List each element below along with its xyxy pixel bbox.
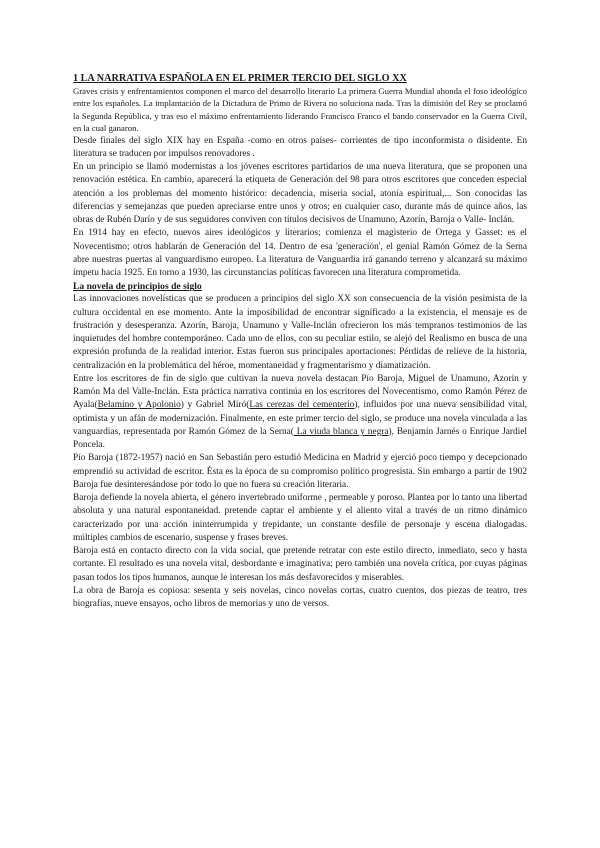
- work-title-belamino: Belamino y Apolonio: [97, 400, 181, 411]
- paragraph-3: En 1914 hay en efecto, nuevos aires ideológicos y literarios; comienza el magisterio de Ortega y Gasset: es el Novecentismo; otros hablarán de Generación del 14. Dentro de esa 'generación', el genial Ramón Gómez de la Serna abre nuestras puertas al vanguardismo europeo. La literatura de Vanguardia irá ganando terreno y alcanzará su máximo ímpetu hacia 1925. En torno a 1930, las circunstancias políticas favorecen una literatura comprometida.: [73, 228, 527, 279]
- paragraph-8: Baroja está en contacto directo con la vida social, que pretende retratar con este estilo directo, inmediato, seco y hasta cortante. El resultado es una novela vital, desbordante e imaginativa; pero también una novela crítica, por cuyas páginas pasan todos los tipos humanos, aunque le interesan los más desfavorecidos y miserables.: [73, 546, 527, 583]
- paragraph-2: En un principio se llamó modernistas a los jóvenes escritores partidarios de una nueva literatura, que se proponen una renovación estética. En cambio, aparecerá la etiqueta de Generación del 98 para otros escritores que conceden especial atención a los problemas del momento histórico: decadencia, miseria social, atonía espiritual,... Son conocidas las diferencias y semejanzas que pueden apreciarse entre unos y otros; en cualquier caso, durante más de quince años, las obras de Rubén Darío y de sus seguidores conviven con títulos decisivos de Unamuno, Azorín, Baroja o Valle- Inclán.: [73, 162, 527, 226]
- intro-paragraph: Graves crisis y enfrentamientos componen el marco del desarrollo literario La primera Guerra Mundial ahonda el foso ideológico entre los españoles. La implantación de la Dictadura de Primo de Rivera no soluciona nada. Tras la dimisión del Rey se proclamó la Segunda República, y tras eso el máximo enfrentamiento liderando Francisco Franco el bando conservador en la Guerra Civil, en la cual ganaron.: [73, 86, 527, 134]
- paragraph-6: Pío Baroja (1872-1957) nació en San Sebastián pero estudió Medicina en Madrid y ejerció poco tiempo y decepcionado emprendió su actividad de escritor. Ésta es la época de su compromiso político progresista. Sin embargo a partir de 1902 Baroja fue desinteresándose por todo lo que no fuera su creación literaria.: [73, 453, 527, 490]
- paragraph-5-text-c: ), influidos por una nueva sensibilidad vital, optimista y un afán de modernización. Finalmente, en este primer tercio del siglo, se produce una novela vinculada a las vanguardias, representada por Ramón Gómez de la Serna(: [73, 400, 528, 437]
- section-subtitle: La novela de principios de siglo: [73, 281, 202, 293]
- paragraph-5-text-a: Entre los escritores de fin de siglo que cultivan la nueva novela destacan Pío Baroja, Miguel de Unamuno, Azorín y Ramón Ma del Valle-Inclán. Esta práctica narrativa continúa en los escritores del Novecentismo, como Ramón Pérez de Ayala(: [73, 373, 527, 411]
- paragraph-1: Desde finales del siglo XIX hay en España -como en otros países- corrientes de tipo inconformista o disidente. En literatura se traducen por impulsos renovadores .: [73, 135, 527, 159]
- paragraph-7: Baroja defiende la novela abierta, el género invertebrado uniforme , permeable y poroso. Plantea por lo tanto una libertad absoluta y una natural espontaneidad. pretende captar el ambiente y el aliento vital a través de un ritmo dinámico caracterizado por una acción ininterrumpida y trepidante, un constante desfile de personaje y escena dialogadas. múltiples cambios de escenario, suspense y frases breves.: [73, 493, 527, 543]
- document-title: 1 LA NARRATIVA ESPAÑOLA EN EL PRIMER TERCIO DEL SIGLO XX: [73, 73, 407, 84]
- paragraph-4: Las innovaciones novelísticas que se producen a principios del siglo XX son consecuencia de la visión pesimista de la cultura occidental en ese momento. Ante la imposibilidad de encontrar significado a la existencia, el mensaje es de frustración y desesperanza. Azorín, Baroja, Unamuno y Valle-Inclán ofrecieron los más tempranos testimonios de las inquietudes del hombre contemporáneo. Cada uno de ellos, con su peculiar estilo, se alejó del Realismo en busca de una expresión profunda de la realidad interior. Estas fueron sus principales aportaciones: Pérdidas de relieve de la historia, centralización en la problemática del héroe, momentaneidad y fragmentarismo y diamatización.: [73, 294, 527, 371]
- paragraph-5-text-d: ), Benjamín Jarnés o Enrique Jardiel Poncela.: [73, 426, 527, 451]
- paragraph-9: La obra de Baroja es copiosa: sesenta y seis novelas, cinco novelas cortas, cuatro cuentos, dos piezas de teatro, tres biografías, nueve ensayos, ocho libros de memorias y uno de versos.: [73, 585, 527, 610]
- paragraph-5: [73, 373, 527, 453]
- work-title-cerezas: Las cerezas del cementerio: [249, 400, 355, 411]
- work-title-viuda: La viuda blanca y negra: [293, 426, 389, 437]
- paragraph-5-text-b: ) y Gabriel Miró(: [180, 400, 250, 411]
